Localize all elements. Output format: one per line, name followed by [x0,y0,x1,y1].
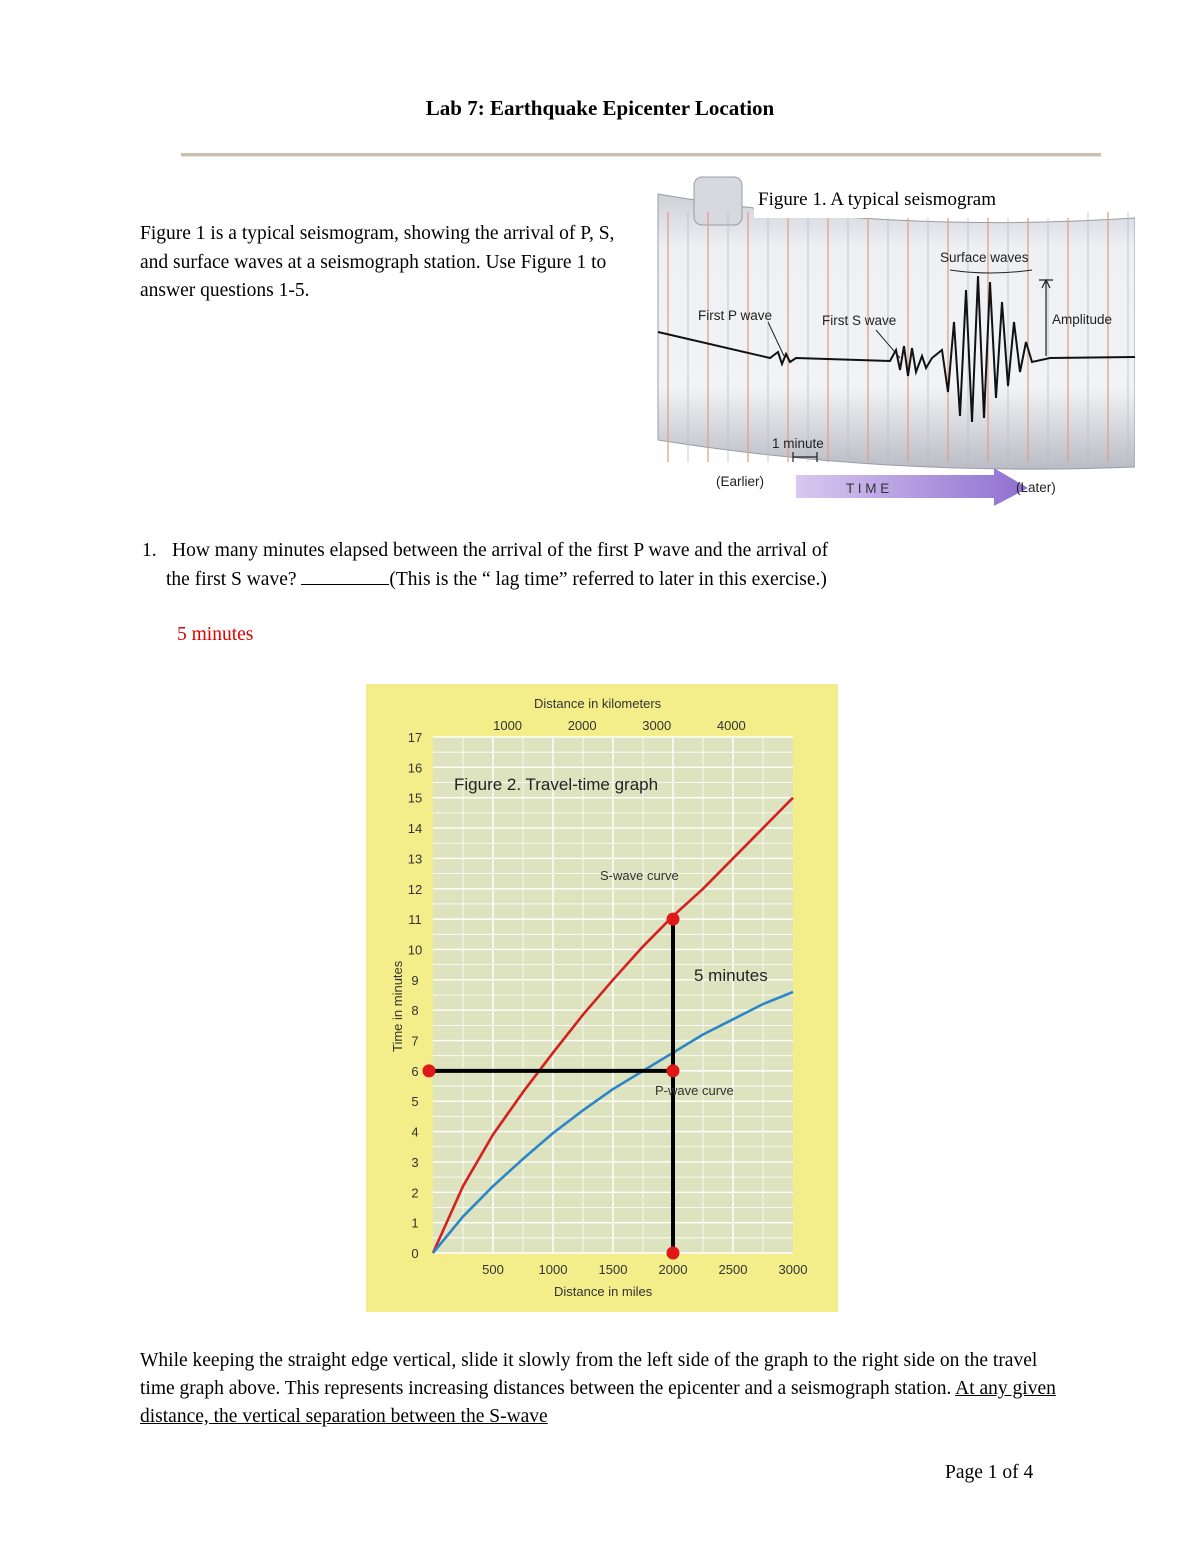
figure-2-caption: Figure 2. Travel-time graph [454,775,659,794]
x-tick-label: 1500 [598,1262,628,1277]
x-tick-label: 2500 [718,1262,748,1277]
paragraph-part-1: While keeping the straight edge vertical, slide it slowly from the left side of the graph to the right side on the travel time graph above. This represents increasing distances between the epicenter and a seismograph station. [140,1350,1038,1399]
marker-dot [667,913,680,926]
top-tick-label: 1000 [493,718,523,733]
label-first-s-wave: First S wave [822,313,897,328]
label-later: (Later) [1016,480,1056,495]
question-1-line-2a: the first S wave? [166,568,302,590]
label-first-p-wave: First P wave [698,308,773,323]
y-tick-label: 10 [407,942,423,958]
y-tick-label: 9 [411,972,419,988]
title-divider [181,153,1101,157]
paragraph-part-2: At any given distance, the vertical separation between the [140,1378,1056,1427]
label-surface-waves: Surface waves [940,250,1029,265]
y-tick-label: 2 [411,1185,419,1201]
y-tick-label: 11 [408,912,422,928]
page-title: Lab 7: Earthquake Epicenter Location [425,96,775,120]
x-tick-label: 2000 [658,1262,688,1277]
answer-blank [301,566,389,585]
y-tick-label: 3 [411,1154,419,1170]
marker-dot [667,1247,680,1260]
x-tick-label: 1000 [538,1262,568,1277]
y-tick-label: 14 [407,821,423,837]
y-tick-label: 1 [411,1215,419,1231]
time-arrow [796,468,1028,506]
question-1-line-2b: (This is the “ lag time” referred to later in this exercise.) [389,568,827,590]
top-tick-label: 3000 [642,718,672,733]
lag-time-label: 5 minutes [694,966,768,985]
y-axis-label: Time in minutes [390,960,405,1052]
figure-1-caption: Figure 1. A typical seismogram [758,189,997,210]
y-tick-label: 13 [407,851,423,867]
instruction-paragraph [140,1347,1070,1431]
figure-1-seismogram [650,172,1135,507]
question-1 [142,537,1102,594]
y-tick-label: 16 [407,760,423,776]
page-number: Page 1 of 4 [945,1462,1034,1483]
y-tick-label: 6 [411,1063,419,1079]
s-wave-curve-label: S-wave curve [600,868,679,883]
y-tick-label: 17 [407,730,423,745]
y-tick-label: 0 [411,1246,419,1261]
y-tick-label: 5 [411,1094,419,1110]
y-tick-label: 7 [411,1033,419,1049]
top-tick-label: 2000 [567,718,597,733]
figure-2-travel-time-graph [366,684,838,1312]
x-tick-label: 3000 [778,1262,808,1277]
y-tick-label: 8 [411,1003,419,1019]
answer-1: 5 minutes [177,624,254,645]
top-axis-label: Distance in kilometers [534,696,662,711]
marker-dot [667,1064,680,1077]
paragraph-part-3: S-wave [489,1406,548,1427]
question-1-number: 1. [142,540,157,561]
label-time: T I M E [846,481,890,496]
x-axis-label: Distance in miles [554,1284,653,1299]
y-tick-label: 15 [407,790,423,806]
marker-dot [423,1064,436,1077]
y-tick-label: 4 [411,1124,419,1140]
y-tick-label: 12 [407,881,423,897]
top-tick-label: 4000 [716,718,746,733]
question-1-line-1: How many minutes elapsed between the arrival of the first P wave and the arrival of [172,540,829,561]
label-earlier: (Earlier) [716,474,765,489]
p-wave-curve-label: P-wave curve [655,1083,734,1098]
x-tick-label: 500 [482,1262,504,1277]
intro-text: Figure 1 is a typical seismogram, showing the arrival of P, S, and surface waves at a seismograph station. Use Figure 1 to answer questions 1-5. [140,223,615,301]
label-amplitude: Amplitude [1052,312,1113,327]
label-one-minute: 1 minute [772,436,824,451]
figure-1-caption-box [754,180,1078,218]
